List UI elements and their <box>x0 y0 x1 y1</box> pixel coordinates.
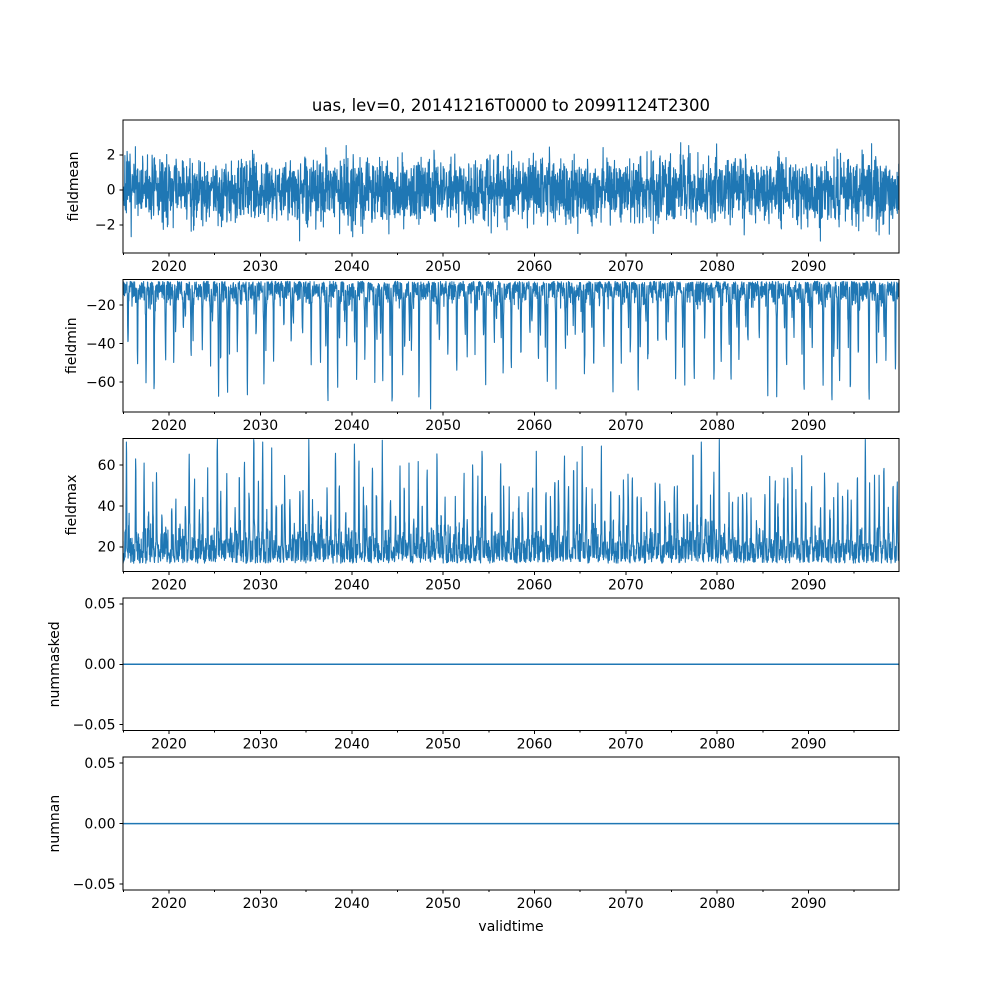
x-tick-label: 2060 <box>516 258 553 275</box>
y-axis-label-numnan: numnan <box>47 794 63 853</box>
x-tick-label: 2050 <box>425 896 461 912</box>
y-axis-label-nummasked: nummasked <box>47 621 63 708</box>
y-tick-label: −0.05 <box>72 717 116 734</box>
x-tick-label: 2030 <box>242 736 279 753</box>
x-tick-label: 2020 <box>151 577 187 594</box>
x-tick-label: 2020 <box>151 896 187 912</box>
figure-title: uas, lev=0, 20141216T0000 to 20991124T2300 <box>311 96 711 115</box>
x-tick-label: 2020 <box>151 736 187 753</box>
y-tick-label: 60 <box>97 458 116 474</box>
y-axis-label-fieldmin: fieldmin <box>64 317 80 375</box>
x-tick-label: 2060 <box>516 896 553 912</box>
y-tick-label: −20 <box>85 297 116 314</box>
x-tick-label: 2040 <box>333 736 370 753</box>
y-tick-label: 0.05 <box>84 596 116 613</box>
series-line-fieldmin <box>123 281 899 409</box>
subplot-numnan <box>47 756 899 912</box>
x-tick-label: 2080 <box>699 418 736 435</box>
series-line-fieldmax <box>123 440 899 564</box>
x-tick-label: 2070 <box>607 258 644 275</box>
x-tick-label: 2050 <box>425 258 461 275</box>
x-tick-label: 2070 <box>607 577 644 594</box>
x-tick-label: 2030 <box>242 258 279 275</box>
x-tick-label: 2040 <box>333 418 370 435</box>
x-tick-label: 2090 <box>790 896 827 912</box>
x-tick-label: 2080 <box>699 896 736 912</box>
x-tick-label: 2090 <box>790 577 827 594</box>
y-tick-label: 0.00 <box>84 657 116 674</box>
y-tick-label: 0.05 <box>84 756 116 772</box>
x-tick-label: 2040 <box>333 896 370 912</box>
subplot-nummasked <box>47 597 899 753</box>
y-tick-label: −40 <box>85 336 116 353</box>
y-tick-label: 20 <box>97 539 116 556</box>
x-tick-label: 2050 <box>425 736 461 753</box>
x-tick-label: 2090 <box>790 258 827 275</box>
subplots-group <box>47 120 899 912</box>
x-tick-label: 2020 <box>151 258 187 275</box>
x-tick-label: 2060 <box>516 577 553 594</box>
x-tick-label: 2020 <box>151 418 187 435</box>
y-axis-label-fieldmean: fieldmean <box>66 151 82 222</box>
x-tick-label: 2080 <box>699 577 736 594</box>
y-tick-label: 0.00 <box>84 816 116 833</box>
x-tick-label: 2080 <box>699 258 736 275</box>
x-tick-label: 2080 <box>699 736 736 753</box>
y-tick-label: 40 <box>97 498 116 515</box>
subplot-fieldmin <box>64 279 899 434</box>
x-tick-label: 2070 <box>607 736 644 753</box>
x-tick-label: 2090 <box>790 736 827 753</box>
x-tick-label: 2050 <box>425 418 461 435</box>
y-tick-label: 2 <box>106 147 116 164</box>
x-tick-label: 2040 <box>333 577 370 594</box>
x-tick-label: 2060 <box>516 736 553 753</box>
y-axis-label-fieldmax: fieldmax <box>64 474 80 536</box>
x-tick-label: 2090 <box>790 418 827 435</box>
x-tick-label: 2070 <box>607 418 644 435</box>
subplot-fieldmean <box>66 120 899 275</box>
x-tick-label: 2030 <box>242 577 279 594</box>
x-tick-label: 2030 <box>242 896 279 912</box>
x-tick-label: 2050 <box>425 577 461 594</box>
y-tick-label: −60 <box>85 374 116 391</box>
y-tick-label: −2 <box>94 217 116 234</box>
x-tick-label: 2070 <box>607 896 644 912</box>
y-tick-label: −0.05 <box>72 876 116 893</box>
y-tick-label: 0 <box>106 182 116 199</box>
series-line-fieldmean <box>123 143 899 241</box>
x-tick-label: 2040 <box>333 258 370 275</box>
subplot-fieldmax <box>64 439 899 594</box>
x-tick-label: 2030 <box>242 418 279 435</box>
x-tick-label: 2060 <box>516 418 553 435</box>
x-axis-label: validtime <box>478 919 544 935</box>
